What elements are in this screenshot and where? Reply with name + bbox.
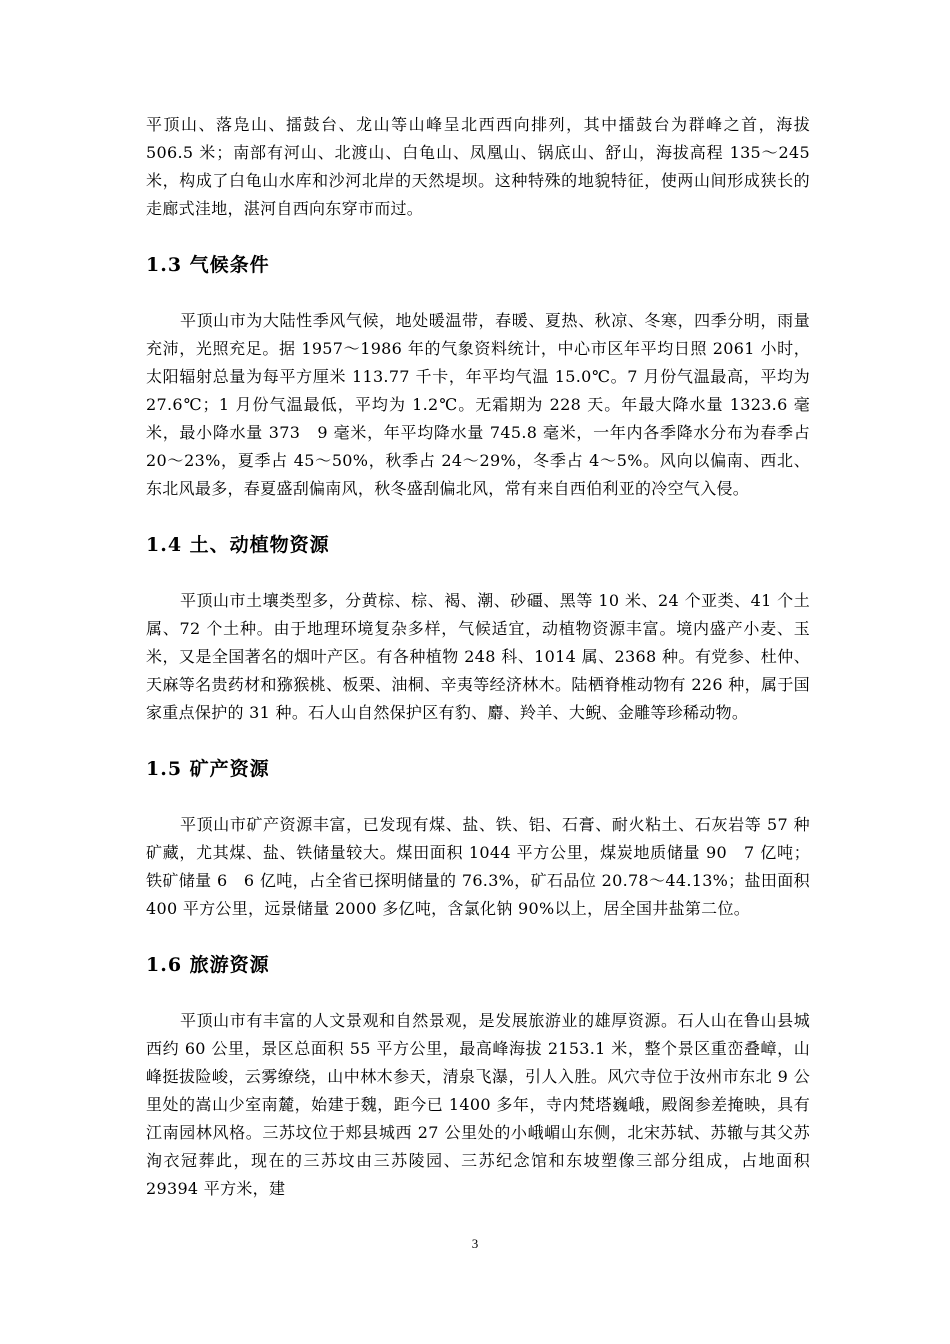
intro-paragraph: 平顶山、落凫山、擂鼓台、龙山等山峰呈北西西向排列，其中擂鼓台为群峰之首，海拔 506.5 米；南部有河山、北渡山、白龟山、凤凰山、锅底山、舒山，海拔高程 135～245 米，构成了白龟山水库和沙河北岸的天然堤坝。这种特殊的地貌特征，使两山间形成狭长的走廊式洼地，湛河自西向东穿市而过。 xyxy=(146,115,810,218)
section-heading-tourism: 1.6 旅游资源 xyxy=(146,954,270,976)
section-heading-soil-flora-fauna: 1.4 土、动植物资源 xyxy=(146,534,330,556)
page-number: 3 xyxy=(471,1236,479,1251)
section-body-tourism: 平顶山市有丰富的人文景观和自然景观，是发展旅游业的雄厚资源。石人山在鲁山县城西约 60 公里，景区总面积 55 平方公里，最高峰海拔 2153.1 米，整个景区重峦叠嶂，山峰挺拔险峻，云雾缭绕，山中林木参天，清泉飞瀑，引人入胜。风穴寺位于汝州市东北 9 公里处的嵩山少室南麓，始建于魏，距今已 1400 多年，寺内梵塔巍峨，殿阁参差掩映，具有江南园林风格。三苏坟位于郏县城西 27 公里处的小峨嵋山东侧，北宋苏轼、苏辙与其父苏洵衣冠葬此，现在的三苏坟由三苏陵园、三苏纪念馆和东坡塑像三部分组成，占地面积 29394 平方米，建 xyxy=(146,1011,810,1198)
section-body-soil-flora-fauna: 平顶山市土壤类型多，分黄棕、棕、褐、潮、砂礓、黑等 10 米、24 个亚类、41 个土属、72 个土种。由于地理环境复杂多样，气候适宜，动植物资源丰富。境内盛产小麦、玉米，又是全国著名的烟叶产区。有各种植物 248 科、1014 属、2368 种。有党参、杜仲、天麻等名贵药材和猕猴桃、板栗、油桐、辛夷等经济林木。陆栖脊椎动物有 226 种，属于国家重点保护的 31 种。石人山自然保护区有豹、麝、羚羊、大鲵、金雕等珍稀动物。 xyxy=(146,591,810,722)
section-body-climate: 平顶山市为大陆性季风气候，地处暖温带，春暖、夏热、秋凉、冬寒，四季分明，雨量充沛，光照充足。据 1957～1986 年的气象资料统计，中心市区年平均日照 2061 小时，太阳辐射总量为每平方厘米 113.77 千卡，年平均气温 15.0℃。7 月份气温最高，平均为 27.6℃；1 月份气温最低，平均为 1.2℃。无霜期为 228 天。年最大降水量 1323.6 毫米，最小降水量 373 9 毫米，年平均降水量 745.8 毫米，一年内各季降水分布为春季占 20～23%，夏季占 45～50%，秋季占 24～29%，冬季占 4～5%。风向以偏南、西北、东北风最多，春夏盛刮偏南风，秋冬盛刮偏北风，常有来自西伯利亚的冷空气入侵。 xyxy=(146,311,810,498)
section-body-minerals: 平顶山市矿产资源丰富，已发现有煤、盐、铁、铝、石膏、耐火粘土、石灰岩等 57 种矿藏，尤其煤、盐、铁储量较大。煤田面积 1044 平方公里，煤炭地质储量 90 7 亿吨；铁矿储量 6 6 亿吨，占全省已探明储量的 76.3%，矿石品位 20.78～44.13%；盐田面积 400 平方公里，远景储量 2000 多亿吨，含氯化钠 90%以上，居全国井盐第二位。 xyxy=(146,815,810,918)
document-body xyxy=(146,111,810,1203)
section-heading-minerals: 1.5 矿产资源 xyxy=(146,758,270,780)
section-heading-climate: 1.3 气候条件 xyxy=(146,254,270,276)
